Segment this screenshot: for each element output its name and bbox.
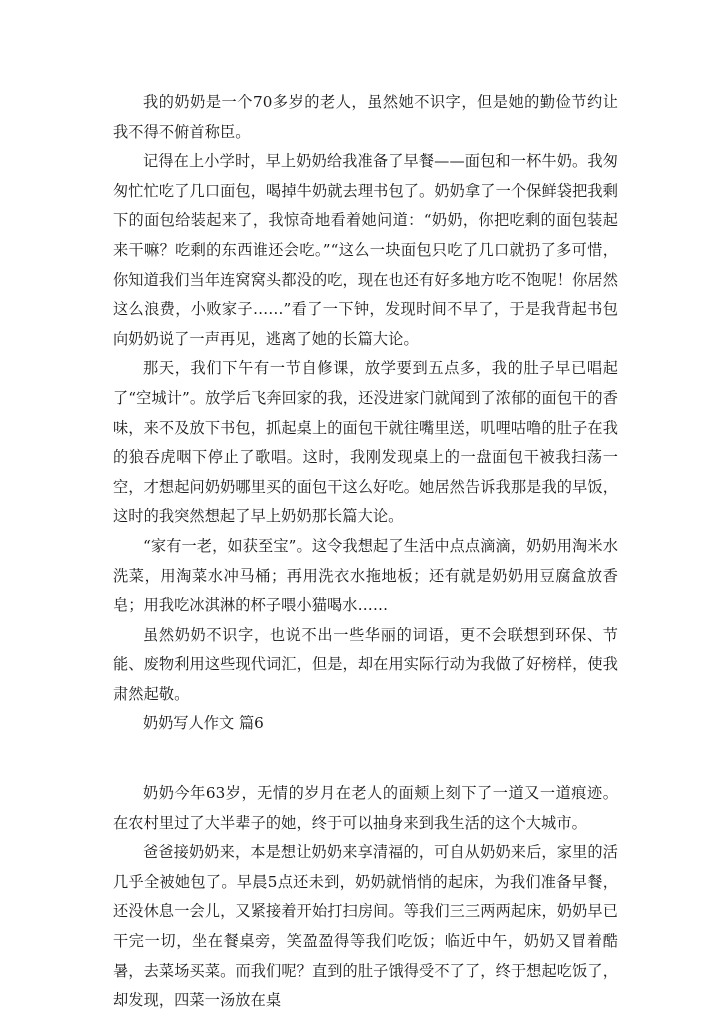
- paragraph-4: “家有一老，如获至宝”。这令我想起了生活中点点滴滴，奶奶用淘米水洗菜，用淘菜水冲马桶；再用洗衣水拖地板；还有就是奶奶用豆腐盒放香皂；用我吃冰淇淋的杯子喂小猫喝水……: [113, 536, 618, 615]
- paragraph-1: 我的奶奶是一个70多岁的老人，虽然她不识字，但是她的勤俭节约让我不得不俯首称臣。: [113, 93, 618, 141]
- paragraph-6: 奶奶今年63岁，无情的岁月在老人的面颊上刻下了一道又一道痕迹。在农村里过了大半辈子的她，终于可以抽身来到我生活的这个大城市。: [113, 784, 618, 832]
- paragraph-5: 虽然奶奶不识字，也说不出一些华丽的词语，更不会联想到环保、节能、废物利用这些现代词汇，但是，却在用实际行动为我做了好榜样，使我肃然起敬。: [113, 625, 618, 703]
- document-page: [113, 88, 618, 1016]
- section-heading: 奶奶写人作文 篇6: [143, 714, 264, 733]
- paragraph-2: 记得在上小学时，早上奶奶给我准备了早餐——面包和一杯牛奶。我匆匆忙忙吃了几口面包，喝掉牛奶就去理书包了。奶奶拿了一个保鲜袋把我剩下的面包给装起来了，我惊奇地看着她问道：“奶奶，你把吃剩的面包装起来干嘛？吃剩的东西谁还会吃。”“这么一块面包只吃了几口就扔了多可惜，你知道我们当年连窝窝头都没的吃，现在也还有好多地方吃不饱呢！你居然这么浪费，小败家子……”看了一下钟，发现时间不早了，于是我背起书包向奶奶说了一声再见，逃离了她的长篇大论。: [113, 152, 618, 348]
- section-gap: [113, 739, 618, 779]
- paragraph-3: 那天，我们下午有一节自修课，放学要到五点多，我的肚子早已唱起了“空城计”。放学后飞奔回家的我，还没进家门就闻到了浓郁的面包干的香味，来不及放下书包，抓起桌上的面包干就往嘴里送，叽哩咕噜的肚子在我的狼吞虎咽下停止了歌唱。这时，我刚发现桌上的一盘面包干被我扫荡一空，才想起问奶奶哪里买的面包干这么好吃。她居然告诉我那是我的早饭，这时的我突然想起了早上奶奶那长篇大论。: [113, 359, 618, 526]
- paragraph-7: 爸爸接奶奶来，本是想让奶奶来享清福的，可自从奶奶来后，家里的活几乎全被她包了。早晨5点还未到，奶奶就悄悄的起床，为我们准备早餐，还没休息一会儿，又紧接着开始打扫房间。等我们三三两两起床，奶奶早已干完一切，坐在餐桌旁，笑盈盈得等我们吃饭；临近中午，奶奶又冒着酷暑，去菜场买菜。而我们呢？直到的肚子饿得受不了了，终于想起吃饭了，却发现，四菜一汤放在桌: [113, 843, 618, 1010]
